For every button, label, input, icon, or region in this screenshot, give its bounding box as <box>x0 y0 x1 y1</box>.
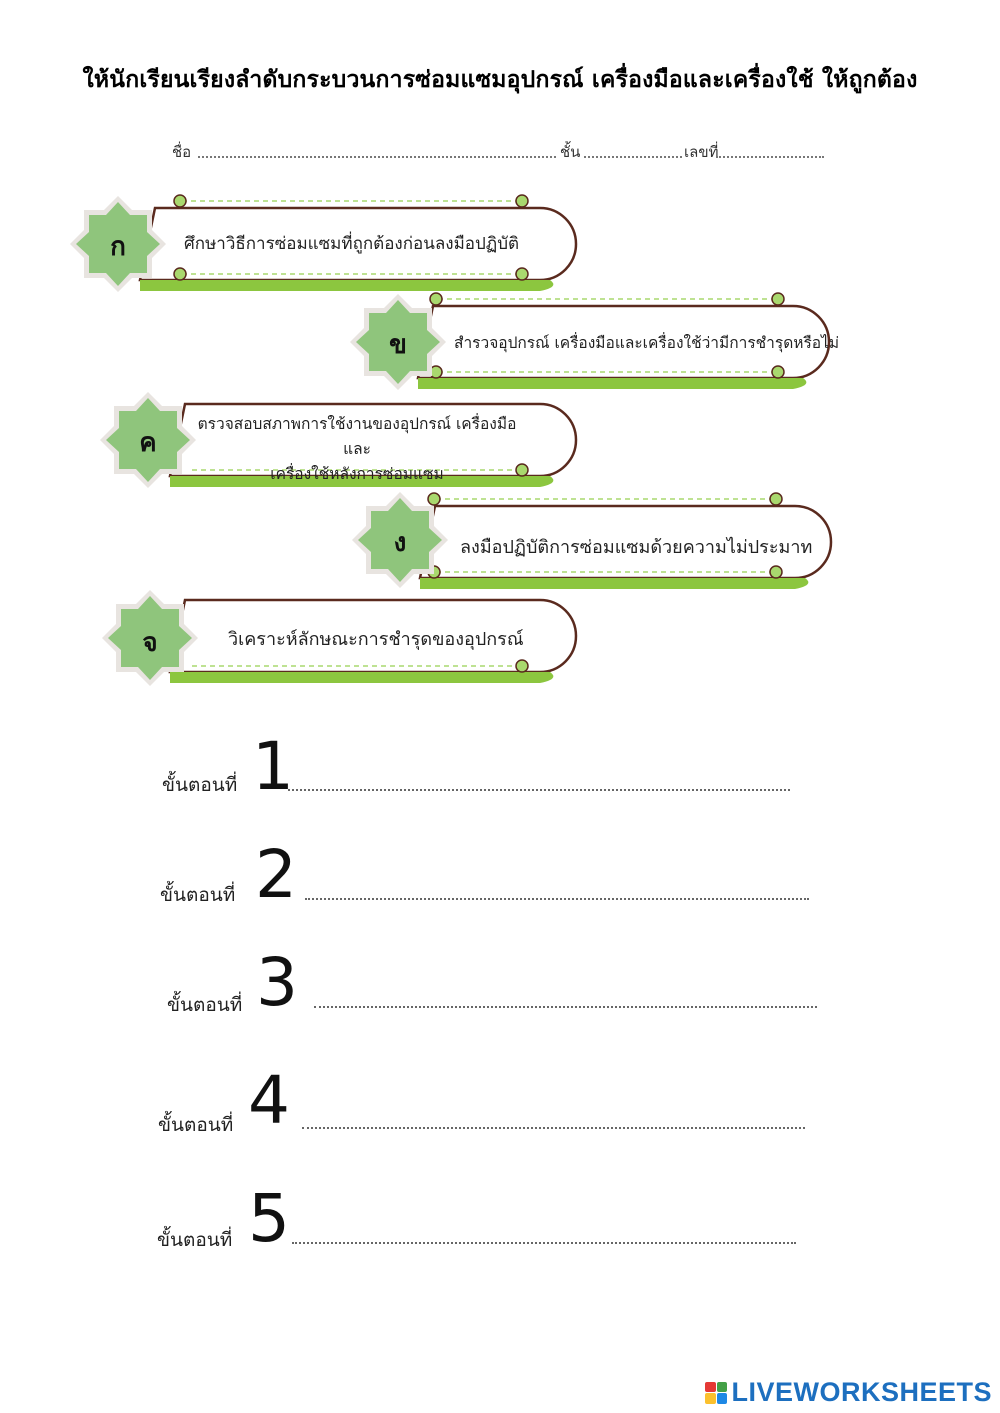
name-field[interactable] <box>198 156 556 158</box>
card-text-line: เครื่องใช้หลังการซ่อมแซม <box>270 465 444 483</box>
brand-text: LIVEWORKSHEETS <box>731 1377 992 1407</box>
card-letter: ข <box>389 330 407 360</box>
worksheet-title: ให้นักเรียนเรียงลำดับกระบวนการซ่อมแซมอุปกรณ์ เครื่องมือและเครื่องใช้ ให้ถูกต้อง <box>82 67 918 93</box>
card-kho[interactable] <box>348 290 838 394</box>
step-4-answer-input[interactable] <box>302 1096 809 1128</box>
card-text: สำรวจอุปกรณ์ เครื่องมือและเครื่องใช้ว่ามีการชำรุดหรือไม่ <box>454 334 840 352</box>
card-cho[interactable] <box>100 588 580 692</box>
class-field[interactable] <box>584 156 682 158</box>
card-text: ศึกษาวิธีการซ่อมแซมที่ถูกต้องก่อนลงมือปฏิบัติ <box>184 234 520 254</box>
step-label: ขั้นตอนที่ <box>157 1229 233 1251</box>
number-label: เลขที่ <box>684 143 719 161</box>
step-label: ขั้นตอนที่ <box>167 994 243 1016</box>
card-ngo[interactable] <box>350 492 840 596</box>
class-label: ชั้น <box>560 143 581 161</box>
number-field[interactable] <box>716 156 824 158</box>
step-label: ขั้นตอนที่ <box>162 774 238 796</box>
step-label: ขั้นตอนที่ <box>158 1114 234 1136</box>
step-label: ขั้นตอนที่ <box>160 884 236 906</box>
card-kho-khwai[interactable] <box>100 390 580 494</box>
step-number: 1 <box>252 728 294 805</box>
step-1-answer-input[interactable] <box>288 758 794 790</box>
card-text-line: ตรวจสอบสภาพการใช้งานของอุปกรณ์ เครื่องมือและ <box>197 415 517 458</box>
step-number: 3 <box>256 944 298 1021</box>
step-5-answer-input[interactable] <box>292 1211 800 1243</box>
card-ko[interactable] <box>70 192 580 296</box>
step-number: 5 <box>248 1180 290 1257</box>
card-letter: ค <box>139 428 157 458</box>
liveworksheets-logo <box>705 1377 992 1408</box>
liveworksheets-icon <box>705 1382 727 1404</box>
step-2-answer-input[interactable] <box>305 867 813 899</box>
card-text <box>192 412 522 487</box>
card-letter: จ <box>142 628 158 658</box>
name-label: ชื่อ <box>172 143 192 161</box>
card-text: ลงมือปฏิบัติการซ่อมแซมด้วยความไม่ประมาท <box>460 537 813 558</box>
step-number: 4 <box>248 1062 290 1139</box>
card-letter: ก <box>110 232 126 262</box>
card-text: วิเคราะห์ลักษณะการชำรุดของอุปกรณ์ <box>228 629 524 650</box>
step-3-answer-input[interactable] <box>314 975 821 1007</box>
step-number: 2 <box>255 836 297 913</box>
card-letter: ง <box>393 528 407 558</box>
